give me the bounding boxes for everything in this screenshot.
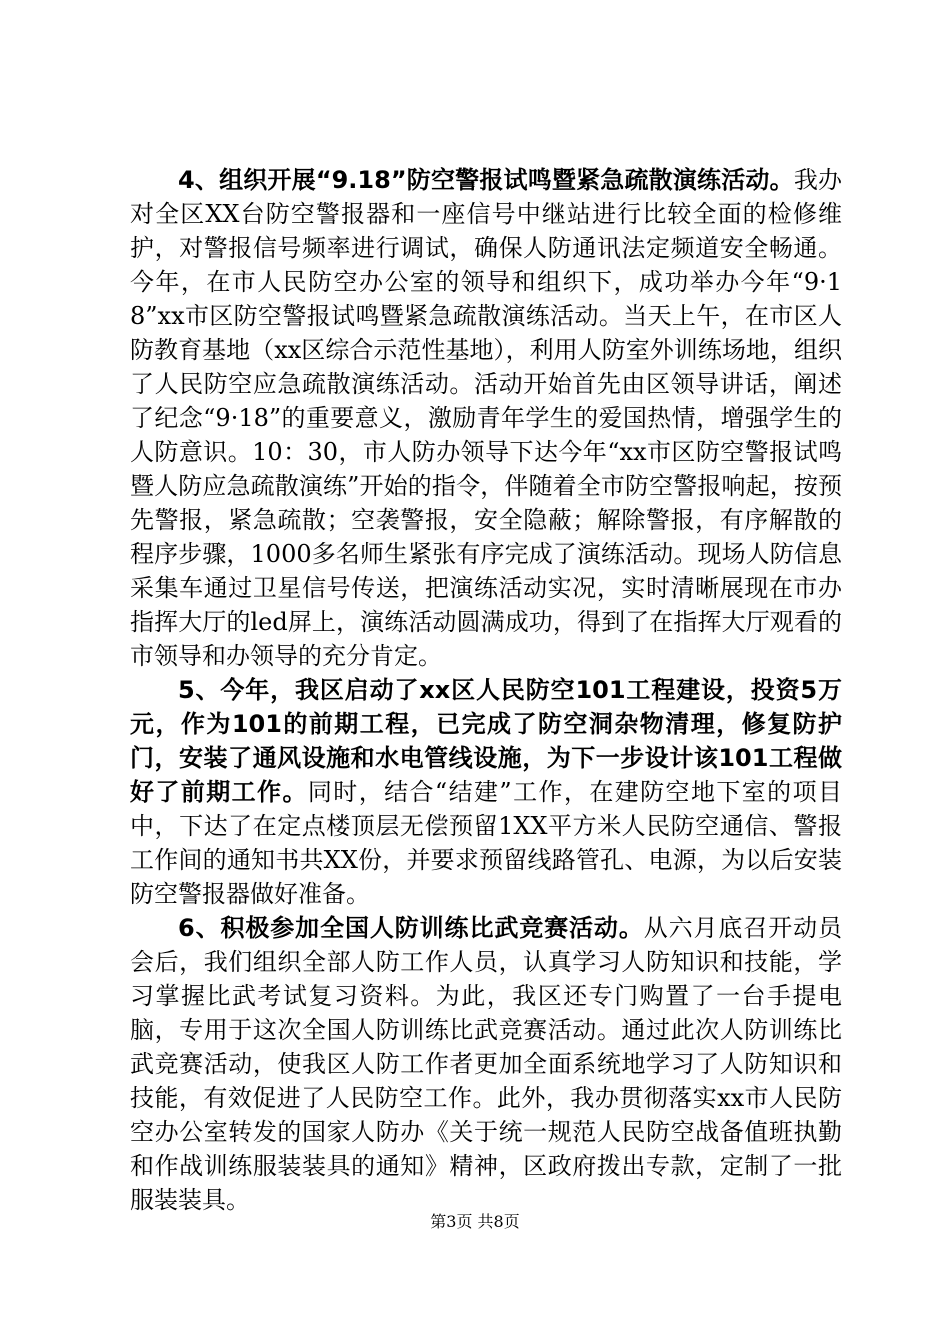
paragraph-4-heading: 4、组织开展“9.18”防空警报试鸣暨紧急疏散演练活动。: [178, 166, 794, 194]
paragraph-4: [130, 163, 842, 673]
document-body: [130, 163, 842, 1217]
page-number-label: 第3页 共8页: [430, 1212, 520, 1231]
paragraph-6-heading: 6、积极参加全国人防训练比武竞赛活动。: [178, 914, 644, 942]
paragraph-5: [130, 673, 842, 911]
paragraph-5-heading: 5、今年，我区启动了xx区人民防空101工程建设，投资5万元，作为101的前期工程，已完成了防空洞杂物清理，修复防护门，安装了通风设施和水电管线设施，为下一步设计该101工程做好了前期工作。: [130, 676, 842, 806]
paragraph-5-body: 同时，结合“结建”工作，在建防空地下室的项目中，下达了在定点楼顶层无偿预留1XX平方米人民防空通信、警报工作间的通知书共XX份，并要求预留线路管孔、电源，为以后安装防空警报器做好准备。: [130, 778, 843, 908]
page-footer: [0, 1212, 950, 1232]
paragraph-6: [130, 911, 842, 1217]
paragraph-4-body: 我办对全区XX台防空警报器和一座信号中继站进行比较全面的检修维护，对警报信号频率进行调试，确保人防通讯法定频道安全畅通。今年，在市人民防空办公室的领导和组织下，成功举办今年“9·18”xx市区防空警报试鸣暨紧急疏散演练活动。当天上午，在市区人防教育基地（xx区综合示范性基地），利用人防室外训练场地，组织了人民防空应急疏散演练活动。活动开始首先由区领导讲话，阐述了纪念“9·18”的重要意义，激励青年学生的爱国热情，增强学生的人防意识。10：30，市人防办领导下达今年“xx市区防空警报试鸣暨人防应急疏散演练”开始的指令，伴随着全市防空警报响起，按预先警报，紧急疏散；空袭警报，安全隐蔽；解除警报，有序解散的程序步骤，1000多名师生紧张有序完成了演练活动。现场人防信息采集车通过卫星信号传送，把演练活动实况，实时清晰展现在市办指挥大厅的led屏上，演练活动圆满成功，得到了在指挥大厅观看的市领导和办领导的充分肯定。: [130, 166, 843, 670]
paragraph-6-body: 从六月底召开动员会后，我们组织全部人防工作人员，认真学习人防知识和技能，学习掌握比武考试复习资料。为此，我区还专门购置了一台手提电脑，专用于这次全国人防训练比武竞赛活动。通过此次人防训练比武竞赛活动，使我区人防工作者更加全面系统地学习了人防知识和技能，有效促进了人民防空工作。此外，我办贯彻落实xx市人民防空办公室转发的国家人防办《关于统一规范人民防空战备值班执勤和作战训练服装装具的通知》精神，区政府拨出专款，定制了一批服装装具。: [130, 914, 843, 1214]
